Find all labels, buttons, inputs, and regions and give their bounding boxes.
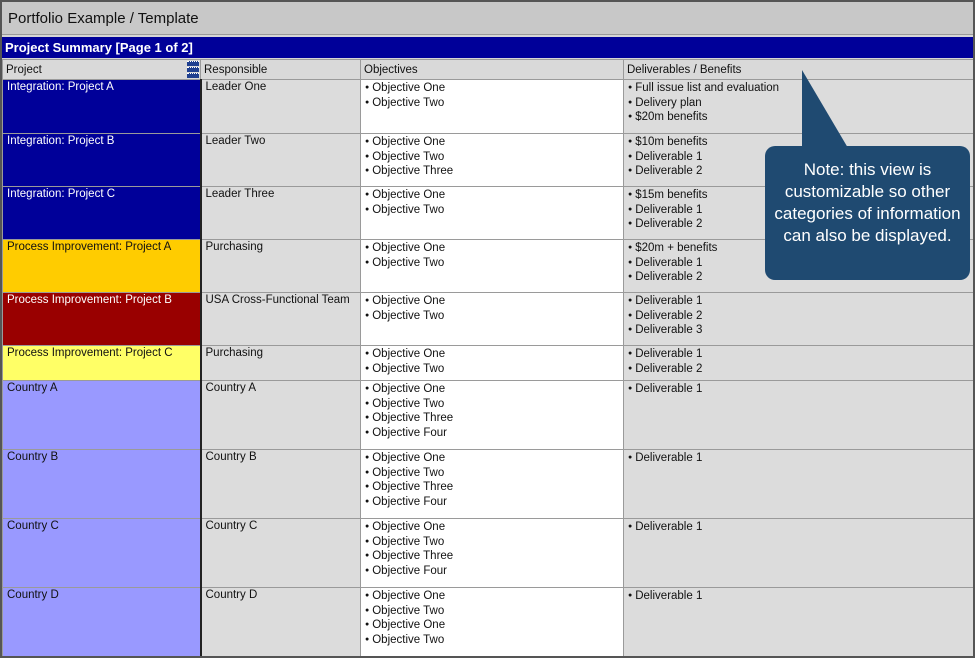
- deliverable-item: ● Deliverable 1: [628, 294, 969, 309]
- project-cell[interactable]: Integration: Project B: [3, 134, 201, 187]
- deliverable-list: [628, 294, 969, 338]
- deliverable-list: [628, 382, 969, 397]
- window-title: Portfolio Example / Template: [2, 2, 973, 35]
- objective-list: [365, 347, 619, 376]
- objective-list: [365, 294, 619, 323]
- project-cell[interactable]: Integration: Project C: [3, 187, 201, 240]
- responsible-cell[interactable]: Country B: [201, 450, 361, 519]
- deliverable-item: ● Deliverable 1: [628, 520, 969, 535]
- responsible-cell[interactable]: Country A: [201, 381, 361, 450]
- objective-item: ● Objective Two: [365, 535, 619, 550]
- table-row[interactable]: [3, 519, 974, 588]
- objective-item: ● Objective One: [365, 451, 619, 466]
- deliverable-item: ● $20m benefits: [628, 110, 969, 125]
- deliverable-cell[interactable]: [624, 346, 974, 381]
- objective-item: ● Objective Three: [365, 549, 619, 564]
- deliverable-item: ● Deliverable 3: [628, 323, 969, 338]
- objective-item: ● Objective Three: [365, 164, 619, 179]
- table-row[interactable]: [3, 293, 974, 346]
- table-header-row: [3, 60, 974, 80]
- deliverable-cell[interactable]: [624, 519, 974, 588]
- objective-item: ● Objective Four: [365, 564, 619, 579]
- objective-cell[interactable]: [361, 346, 624, 381]
- table-row[interactable]: [3, 346, 974, 381]
- deliverable-item: ● Deliverable 2: [628, 309, 969, 324]
- responsible-cell[interactable]: Leader Two: [201, 134, 361, 187]
- responsible-cell[interactable]: Leader Three: [201, 187, 361, 240]
- column-header-label: Objectives: [364, 63, 418, 76]
- objective-item: ● Objective Four: [365, 426, 619, 441]
- objective-item: ● Objective Two: [365, 466, 619, 481]
- objective-item: ● Objective Two: [365, 362, 619, 377]
- table-row[interactable]: [3, 588, 974, 657]
- deliverable-item: ● Deliverable 1: [628, 256, 969, 271]
- objective-item: ● Objective Two: [365, 203, 619, 218]
- objective-list: [365, 81, 619, 110]
- deliverable-cell[interactable]: [624, 450, 974, 519]
- deliverable-item: ● $15m benefits: [628, 188, 969, 203]
- table-row[interactable]: [3, 80, 974, 134]
- deliverable-item: ● $20m + benefits: [628, 241, 969, 256]
- column-header-label: Project: [6, 63, 42, 76]
- deliverable-item: ● $10m benefits: [628, 135, 969, 150]
- table-row[interactable]: [3, 381, 974, 450]
- deliverable-list: [628, 451, 969, 466]
- column-header-objectives[interactable]: [361, 60, 624, 80]
- column-header-project[interactable]: [3, 60, 201, 80]
- objective-item: ● Objective Two: [365, 604, 619, 619]
- table-row[interactable]: [3, 450, 974, 519]
- objective-list: [365, 188, 619, 217]
- responsible-cell[interactable]: Country D: [201, 588, 361, 657]
- responsible-cell[interactable]: USA Cross-Functional Team: [201, 293, 361, 346]
- deliverable-item: ● Deliverable 2: [628, 270, 969, 285]
- objective-item: ● Objective Two: [365, 633, 619, 648]
- objective-list: [365, 135, 619, 179]
- responsible-cell[interactable]: Leader One: [201, 80, 361, 134]
- deliverable-list: [628, 347, 969, 376]
- objective-cell[interactable]: [361, 134, 624, 187]
- objective-item: ● Objective One: [365, 188, 619, 203]
- objective-list: [365, 241, 619, 270]
- deliverable-item: ● Deliverable 2: [628, 217, 969, 232]
- objective-cell[interactable]: [361, 293, 624, 346]
- deliverable-item: ● Delivery plan: [628, 96, 969, 111]
- objective-item: ● Objective One: [365, 589, 619, 604]
- deliverable-cell[interactable]: [624, 80, 974, 134]
- objective-item: ● Objective Three: [365, 480, 619, 495]
- objective-list: [365, 451, 619, 510]
- deliverable-item: ● Deliverable 1: [628, 150, 969, 165]
- deliverable-list: [628, 589, 969, 604]
- deliverable-list: [628, 81, 969, 125]
- project-cell[interactable]: Integration: Project A: [3, 80, 201, 134]
- objective-item: ● Objective One: [365, 520, 619, 535]
- objective-list: [365, 589, 619, 648]
- objective-item: ● Objective Four: [365, 495, 619, 510]
- deliverable-item: ● Deliverable 1: [628, 451, 969, 466]
- project-cell[interactable]: Process Improvement: Project B: [3, 293, 201, 346]
- project-cell[interactable]: Country C: [3, 519, 201, 588]
- column-header-deliverables[interactable]: [624, 60, 974, 80]
- column-header-responsible[interactable]: [201, 60, 361, 80]
- responsible-cell[interactable]: Purchasing: [201, 346, 361, 381]
- deliverable-item: ● Deliverable 1: [628, 347, 969, 362]
- responsible-cell[interactable]: Purchasing: [201, 240, 361, 293]
- column-header-label: Deliverables / Benefits: [627, 63, 742, 76]
- deliverable-cell[interactable]: [624, 293, 974, 346]
- deliverable-cell[interactable]: [624, 381, 974, 450]
- objective-item: ● Objective Two: [365, 397, 619, 412]
- deliverable-item: ● Deliverable 1: [628, 589, 969, 604]
- objective-cell[interactable]: [361, 381, 624, 450]
- objective-item: ● Objective One: [365, 294, 619, 309]
- objective-list: [365, 382, 619, 441]
- objective-item: ● Objective One: [365, 135, 619, 150]
- objective-cell[interactable]: [361, 187, 624, 240]
- objective-cell[interactable]: [361, 240, 624, 293]
- objective-item: ● Objective Two: [365, 96, 619, 111]
- objective-item: ● Objective Two: [365, 150, 619, 165]
- objective-item: ● Objective Two: [365, 256, 619, 271]
- responsible-cell[interactable]: Country C: [201, 519, 361, 588]
- objective-item: ● Objective Three: [365, 411, 619, 426]
- project-cell[interactable]: Country B: [3, 450, 201, 519]
- column-header-label: Responsible: [204, 63, 268, 76]
- deliverable-item: ● Deliverable 1: [628, 382, 969, 397]
- objective-cell[interactable]: [361, 588, 624, 657]
- project-cell[interactable]: Process Improvement: Project C: [3, 346, 201, 381]
- objective-cell[interactable]: [361, 450, 624, 519]
- objective-item: ● Objective One: [365, 618, 619, 633]
- objective-cell[interactable]: [361, 519, 624, 588]
- deliverable-cell[interactable]: [624, 588, 974, 657]
- deliverable-item: ● Deliverable 2: [628, 164, 969, 179]
- objective-item: ● Objective One: [365, 382, 619, 397]
- objective-item: ● Objective Two: [365, 309, 619, 324]
- objective-item: ● Objective One: [365, 241, 619, 256]
- note-callout: Note: this view is customizable so other categories of information can also be displayed.: [765, 146, 970, 280]
- objective-item: ● Objective One: [365, 347, 619, 362]
- objective-item: ● Objective One: [365, 81, 619, 96]
- project-summary-title: Project Summary [Page 1 of 2]: [2, 37, 973, 58]
- objective-cell[interactable]: [361, 80, 624, 134]
- deliverable-item: ● Full issue list and evaluation: [628, 81, 969, 96]
- project-cell[interactable]: Country D: [3, 588, 201, 657]
- project-cell[interactable]: Country A: [3, 381, 201, 450]
- deliverable-item: ● Deliverable 1: [628, 203, 969, 218]
- objective-list: [365, 520, 619, 579]
- project-cell[interactable]: Process Improvement: Project A: [3, 240, 201, 293]
- deliverable-list: [628, 520, 969, 535]
- sort-filter-icon[interactable]: [187, 61, 199, 78]
- deliverable-item: ● Deliverable 2: [628, 362, 969, 377]
